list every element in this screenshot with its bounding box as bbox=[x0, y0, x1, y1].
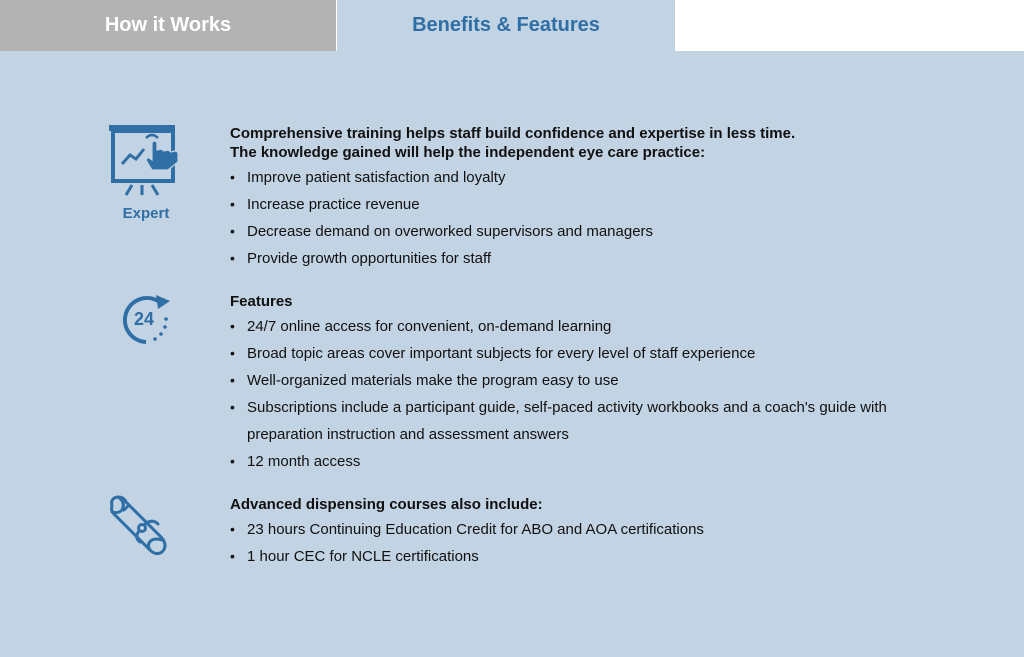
list-item: • 23 hours Continuing Education Credit for ABO and AOA certifications bbox=[230, 516, 990, 543]
tab-bar bbox=[0, 0, 1024, 51]
expert-icon-label: Expert bbox=[122, 205, 170, 222]
list-item-continuation: preparation instruction and assessment answers bbox=[247, 426, 569, 443]
list-item: • Provide growth opportunities for staff bbox=[230, 245, 990, 272]
expert-heading-line1: Comprehensive training helps staff build confidence and expertise in less time. bbox=[230, 125, 796, 142]
tab-benefits-features[interactable] bbox=[337, 0, 675, 51]
list-item: • 1 hour CEC for NCLE certifications bbox=[230, 543, 990, 570]
tab-how-it-works-label: How it Works bbox=[104, 14, 232, 36]
advanced-heading: Advanced dispensing courses also include: bbox=[230, 496, 543, 513]
tab-how-it-works[interactable] bbox=[0, 0, 336, 51]
list-item: • Broad topic areas cover important subjects for every level of staff experience bbox=[230, 340, 990, 367]
features-heading: Features bbox=[230, 293, 293, 310]
expert-list bbox=[230, 164, 990, 272]
features-list bbox=[230, 313, 990, 475]
list-item: • 12 month access bbox=[230, 448, 990, 475]
24-7-clock-icon bbox=[118, 292, 174, 348]
list-item: • Decrease demand on overworked supervisors and managers bbox=[230, 218, 990, 245]
list-item: • Improve patient satisfaction and loyalty bbox=[230, 164, 990, 191]
diploma-scroll-icon bbox=[106, 494, 172, 558]
tab-benefits-features-label: Benefits & Features bbox=[412, 14, 600, 36]
list-item: • Increase practice revenue bbox=[230, 191, 990, 218]
expert-section bbox=[230, 124, 990, 272]
list-item: • Well-organized materials make the program easy to use bbox=[230, 367, 990, 394]
clock-icon-number: 24 bbox=[133, 309, 155, 329]
list-item: • 24/7 online access for convenient, on-demand learning bbox=[230, 313, 990, 340]
presentation-board-icon bbox=[108, 124, 184, 198]
advanced-section bbox=[230, 495, 990, 570]
advanced-list bbox=[230, 516, 990, 570]
features-section bbox=[230, 292, 990, 475]
expert-heading-line2: The knowledge gained will help the independent eye care practice: bbox=[230, 144, 706, 161]
list-item: • Subscriptions include a participant guide, self-paced activity workbooks and a coach's guide with bbox=[230, 394, 990, 421]
